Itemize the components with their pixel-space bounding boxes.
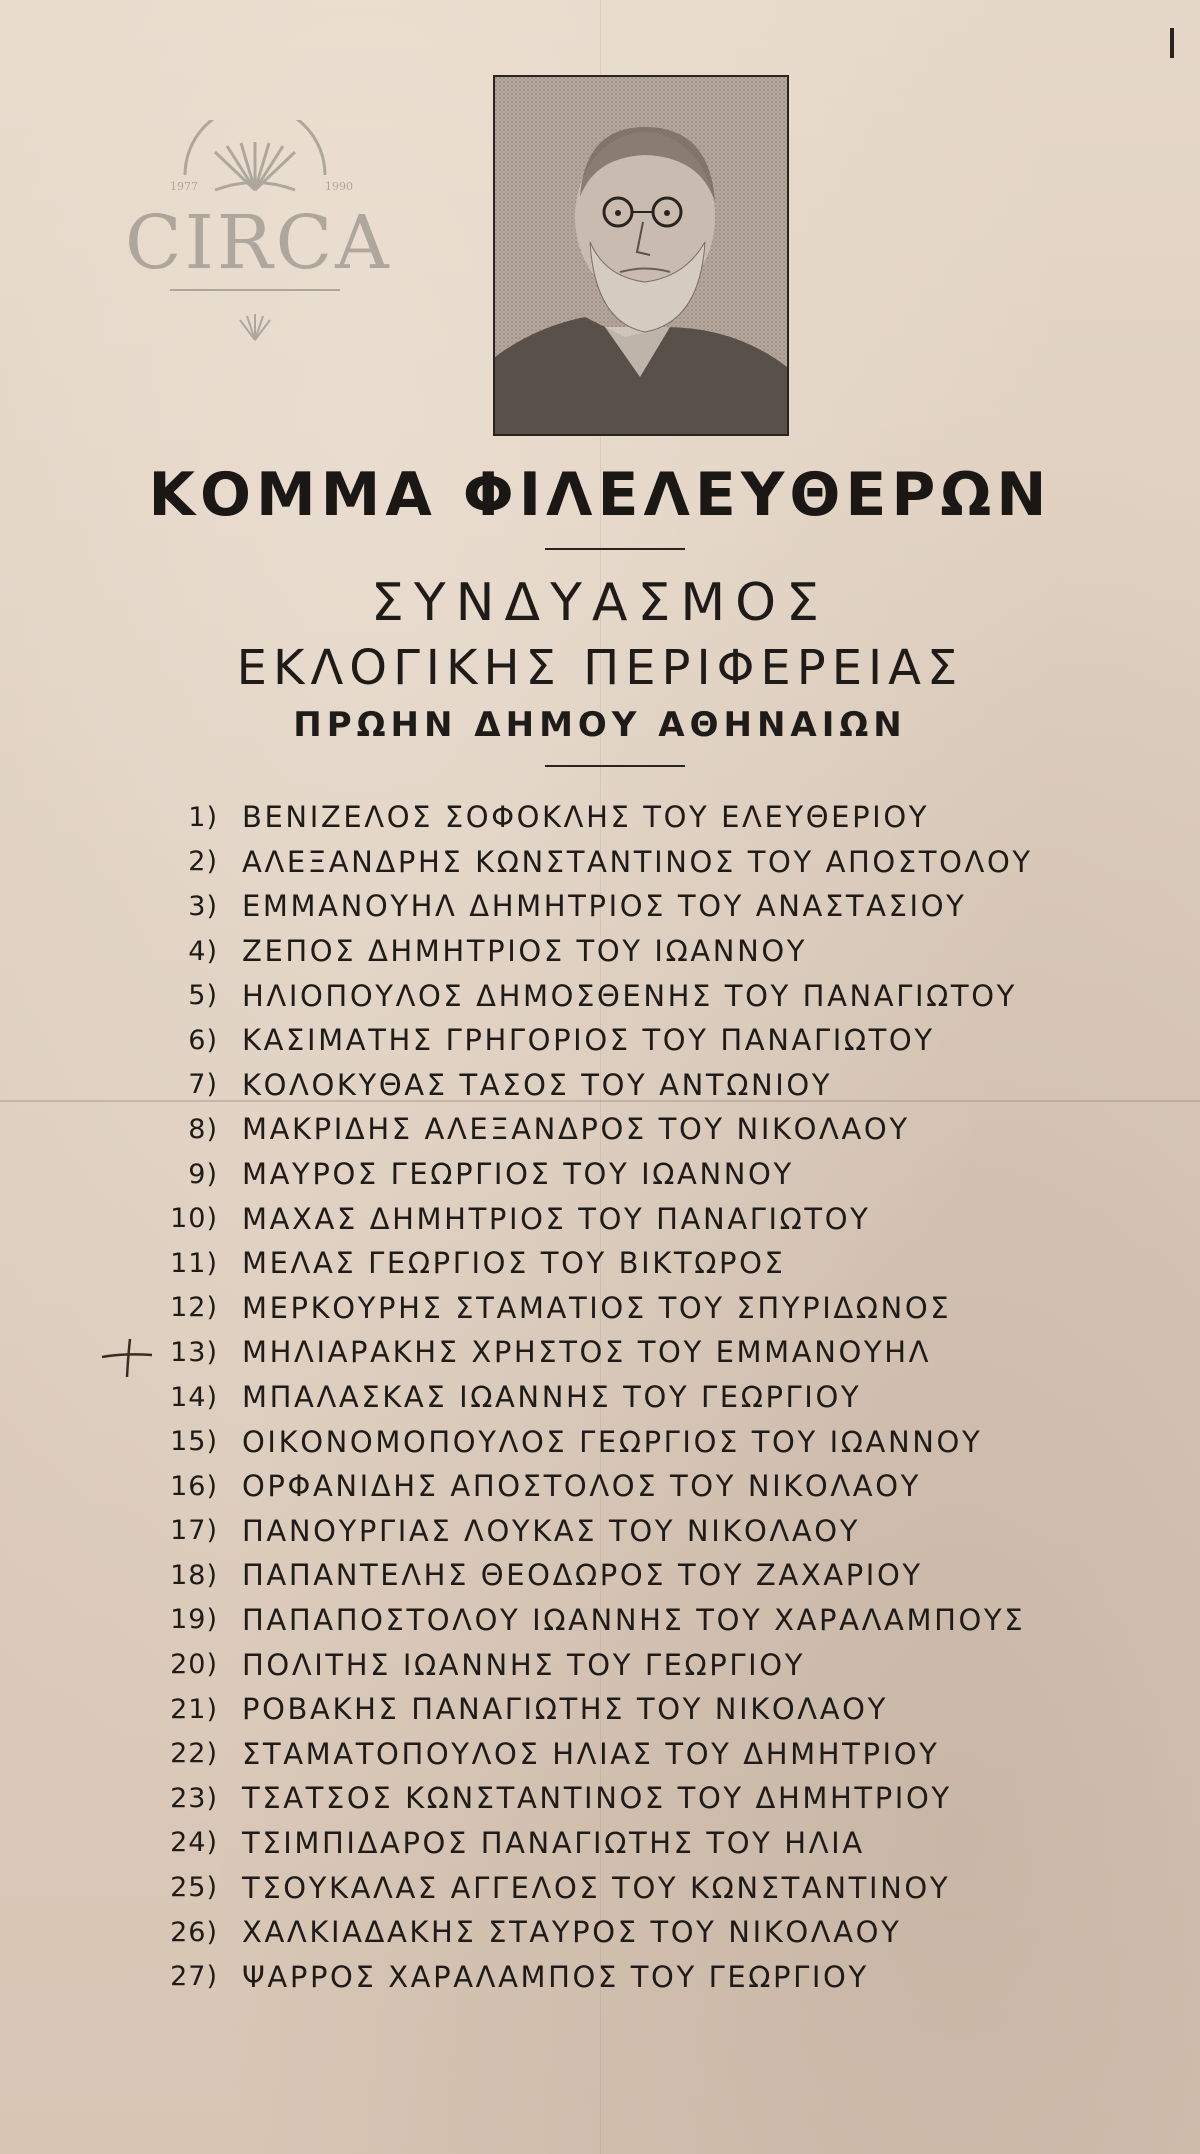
candidate-number: 8)	[188, 1113, 218, 1145]
portrait-image	[495, 77, 787, 434]
list-item	[150, 1865, 1070, 1910]
list-item	[150, 1642, 1070, 1687]
list-item	[150, 1509, 1070, 1554]
candidate-number: 23)	[170, 1782, 218, 1814]
candidate-name: ΟΙΚΟΝΟΜΟΠΟΥΛΟΣ ΓΕΩΡΓΙΟΣ ΤΟΥ ΙΩΑΝΝΟΥ	[242, 1424, 983, 1459]
candidate-number: 14)	[170, 1381, 218, 1413]
list-item	[150, 1375, 1070, 1420]
candidate-number: 13)	[170, 1336, 218, 1368]
candidate-name: ΣΤΑΜΑΤΟΠΟΥΛΟΣ ΗΛΙΑΣ ΤΟΥ ΔΗΜΗΤΡΙΟΥ	[242, 1736, 940, 1771]
candidate-number: 5)	[188, 980, 218, 1012]
list-item	[150, 884, 1070, 929]
candidate-number: 27)	[170, 1961, 218, 1993]
list-item	[150, 1731, 1070, 1776]
candidate-number: 9)	[188, 1158, 218, 1190]
list-item	[150, 1821, 1070, 1866]
candidate-name: ΚΑΣΙΜΑΤΗΣ ΓΡΗΓΟΡΙΟΣ ΤΟΥ ΠΑΝΑΓΙΩΤΟΥ	[242, 1023, 935, 1058]
list-item	[150, 1464, 1070, 1509]
divider-bottom	[545, 765, 685, 767]
candidate-number: 10)	[170, 1203, 218, 1235]
candidate-name: ΜΠΑΛΑΣΚΑΣ ΙΩΑΝΝΗΣ ΤΟΥ ΓΕΩΡΓΙΟΥ	[242, 1380, 862, 1415]
candidate-number: 17)	[170, 1515, 218, 1547]
candidate-name: ΟΡΦΑΝΙΔΗΣ ΑΠΟΣΤΟΛΟΣ ΤΟΥ ΝΙΚΟΛΑΟΥ	[242, 1469, 921, 1504]
candidate-number: 16)	[170, 1470, 218, 1502]
candidate-name: ΜΑΚΡΙΔΗΣ ΑΛΕΞΑΝΔΡΟΣ ΤΟΥ ΝΙΚΟΛΑΟΥ	[242, 1112, 910, 1147]
list-item	[150, 929, 1070, 974]
candidate-number: 21)	[170, 1693, 218, 1725]
candidate-name: ΜΕΛΑΣ ΓΕΩΡΓΙΟΣ ΤΟΥ ΒΙΚΤΩΡΟΣ	[242, 1246, 786, 1281]
candidate-number: 25)	[170, 1872, 218, 1904]
list-item	[150, 1910, 1070, 1955]
list-item	[150, 1776, 1070, 1821]
ballot-heading: ΣΥΝΔΥΑΣΜΟΣ	[371, 573, 829, 633]
candidate-name: ΧΑΛΚΙΑΔΑΚΗΣ ΣΤΑΥΡΟΣ ΤΟΥ ΝΙΚΟΛΑΟΥ	[242, 1915, 902, 1950]
candidate-name: ΤΣΙΜΠΙΔΑΡΟΣ ΠΑΝΑΓΙΩΤΗΣ ΤΟΥ ΗΛΙΑ	[242, 1825, 865, 1860]
candidate-number: 1)	[188, 801, 218, 833]
list-item	[150, 1954, 1070, 1999]
candidate-name: ΜΑΧΑΣ ΔΗΜΗΤΡΙΟΣ ΤΟΥ ΠΑΝΑΓΙΩΤΟΥ	[242, 1201, 871, 1236]
list-item	[150, 1330, 1070, 1375]
candidate-number: 2)	[188, 846, 218, 878]
candidate-name: ΤΣΟΥΚΑΛΑΣ ΑΓΓΕΛΟΣ ΤΟΥ ΚΩΝΣΤΑΝΤΙΝΟΥ	[242, 1870, 951, 1905]
candidate-number: 18)	[170, 1559, 218, 1591]
list-item	[150, 1241, 1070, 1286]
party-title: ΚΟΜΜΑ ΦΙΛΕΛΕΥΘΕΡΩΝ	[148, 460, 1052, 530]
candidate-number: 11)	[170, 1247, 218, 1279]
watermark-text: CIRCA	[125, 200, 392, 286]
candidate-name: ΡΟΒΑΚΗΣ ΠΑΝΑΓΙΩΤΗΣ ΤΟΥ ΝΙΚΟΛΑΟΥ	[242, 1692, 888, 1727]
candidate-number: 12)	[170, 1292, 218, 1324]
candidate-name: ΨΑΡΡΟΣ ΧΑΡΑΛΑΜΠΟΣ ΤΟΥ ΓΕΩΡΓΙΟΥ	[242, 1959, 869, 1994]
candidate-name: ΜΗΛΙΑΡΑΚΗΣ ΧΡΗΣΤΟΣ ΤΟΥ ΕΜΜΑΝΟΥΗΛ	[242, 1335, 932, 1370]
list-item	[150, 1196, 1070, 1241]
list-item	[150, 1553, 1070, 1598]
candidate-name: ΤΣΑΤΣΟΣ ΚΩΝΣΤΑΝΤΙΝΟΣ ΤΟΥ ΔΗΜΗΤΡΙΟΥ	[242, 1781, 952, 1816]
list-item	[150, 1152, 1070, 1197]
candidate-number: 26)	[170, 1916, 218, 1948]
watermark-logo	[125, 120, 392, 350]
candidate-number: 3)	[188, 890, 218, 922]
corner-ink-mark	[1170, 28, 1174, 58]
candidate-name: ΚΟΛΟΚΥΘΑΣ ΤΑΣΟΣ ΤΟΥ ΑΝΤΩΝΙΟΥ	[242, 1067, 833, 1102]
list-item	[150, 1687, 1070, 1732]
candidate-name: ΜΑΥΡΟΣ ΓΕΩΡΓΙΟΣ ΤΟΥ ΙΩΑΝΝΟΥ	[242, 1157, 794, 1192]
divider-top	[545, 548, 685, 550]
candidate-number: 4)	[188, 935, 218, 967]
candidate-name: ΜΕΡΚΟΥΡΗΣ ΣΤΑΜΑΤΙΟΣ ΤΟΥ ΣΠΥΡΙΔΩΝΟΣ	[242, 1290, 952, 1325]
candidate-name: ΠΑΠΑΠΟΣΤΟΛΟΥ ΙΩΑΝΝΗΣ ΤΟΥ ΧΑΡΑΛΑΜΠΟΥΣ	[242, 1602, 1026, 1637]
candidate-name: ΗΛΙΟΠΟΥΛΟΣ ΔΗΜΟΣΘΕΝΗΣ ΤΟΥ ΠΑΝΑΓΙΩΤΟΥ	[242, 978, 1017, 1013]
watermark-year-left: 1977	[170, 180, 198, 193]
municipality-heading: ΠΡΩΗΝ ΔΗΜΟΥ ΑΘΗΝΑΙΩΝ	[293, 705, 907, 745]
list-item	[150, 795, 1070, 840]
candidate-number: 6)	[188, 1024, 218, 1056]
candidate-number: 24)	[170, 1827, 218, 1859]
candidate-name: ΑΛΕΞΑΝΔΡΗΣ ΚΩΝΣΤΑΝΤΙΝΟΣ ΤΟΥ ΑΠΟΣΤΟΛΟΥ	[242, 844, 1033, 879]
list-item	[150, 840, 1070, 885]
candidate-name: ΖΕΠΟΣ ΔΗΜΗΤΡΙΟΣ ΤΟΥ ΙΩΑΝΝΟΥ	[242, 934, 808, 969]
candidate-number: 15)	[170, 1426, 218, 1458]
candidate-number: 7)	[188, 1069, 218, 1101]
candidate-number: 20)	[170, 1649, 218, 1681]
cross-mark-icon	[100, 1335, 155, 1380]
list-item	[150, 1598, 1070, 1643]
district-heading: ΕΚΛΟΓΙΚΗΣ ΠΕΡΙΦΕΡΕΙΑΣ	[236, 640, 964, 696]
candidate-name: ΕΜΜΑΝΟΥΗΛ ΔΗΜΗΤΡΙΟΣ ΤΟΥ ΑΝΑΣΤΑΣΙΟΥ	[242, 889, 967, 924]
portrait-photo	[493, 75, 789, 436]
list-item	[150, 1107, 1070, 1152]
candidate-name: ΒΕΝΙΖΕΛΟΣ ΣΟΦΟΚΛΗΣ ΤΟΥ ΕΛΕΥΘΕΡΙΟΥ	[242, 800, 930, 835]
candidate-name: ΠΑΝΟΥΡΓΙΑΣ ΛΟΥΚΑΣ ΤΟΥ ΝΙΚΟΛΑΟΥ	[242, 1513, 861, 1548]
candidate-number: 19)	[170, 1604, 218, 1636]
list-item	[150, 973, 1070, 1018]
list-item	[150, 1286, 1070, 1331]
candidate-name: ΠΑΠΑΝΤΕΛΗΣ ΘΕΟΔΩΡΟΣ ΤΟΥ ΖΑΧΑΡΙΟΥ	[242, 1558, 923, 1593]
candidate-list	[150, 795, 1070, 1999]
list-item	[150, 1063, 1070, 1108]
watermark-ornament-icon	[125, 280, 385, 350]
list-item	[150, 1018, 1070, 1063]
candidate-number: 22)	[170, 1738, 218, 1770]
list-item	[150, 1419, 1070, 1464]
candidate-name: ΠΟΛΙΤΗΣ ΙΩΑΝΝΗΣ ΤΟΥ ΓΕΩΡΓΙΟΥ	[242, 1647, 806, 1682]
watermark-year-right: 1990	[325, 180, 353, 193]
